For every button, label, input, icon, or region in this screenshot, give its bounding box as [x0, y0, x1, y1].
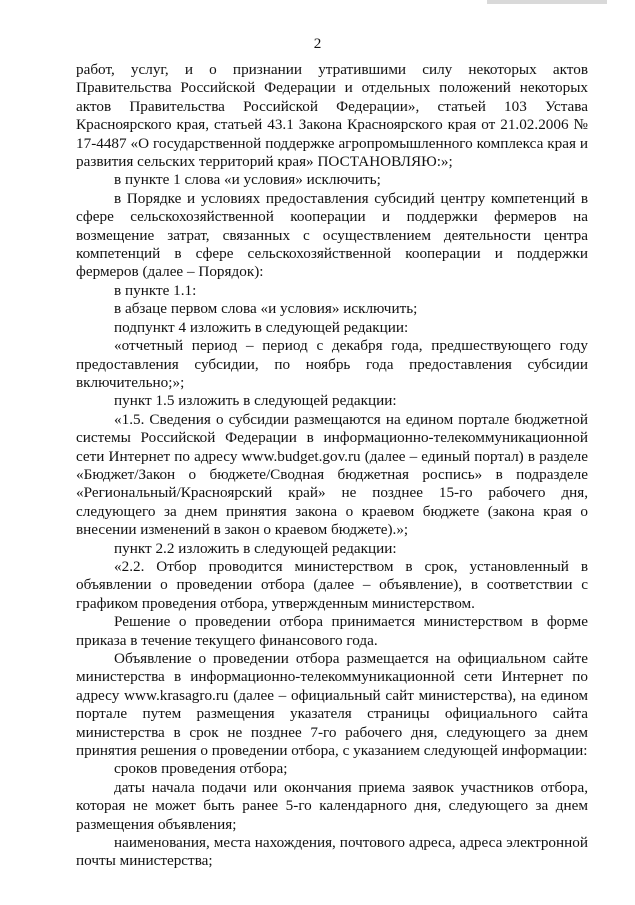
- paragraph: в Порядке и условиях предоставления субсидий центру компетенций в сфере сельскохозяйственной кооперации и поддержки фермеров на возмещение затрат, связанных с осуществлением деятельности центра компетенций в сфере сельскохозяйственной кооперации и поддержки фермеров (далее – Порядок):: [76, 189, 588, 281]
- paragraph: работ, услуг, и о признании утратившими силу некоторых актов Правительства Российской Федерации и отдельных положений некоторых актов Правительства Российской Федерации», статьей 103 Устава Красноярского края, статьей 43.1 Закона Красноярского края от 21.02.2006 № 17-4487 «О государственной поддержке агропромышленного комплекса края и развития сельских территорий края» ПОСТАНОВЛЯЮ:»;: [76, 61, 588, 171]
- paragraph: пункт 1.5 изложить в следующей редакции:: [114, 392, 397, 410]
- document-body: [76, 61, 588, 871]
- paragraph: в абзаце первом слова «и условия» исключить;: [114, 300, 418, 318]
- paragraph: в пункте 1 слова «и условия» исключить;: [114, 171, 381, 189]
- paragraph: «1.5. Сведения о субсидии размещаются на едином портале бюджетной системы Российской Федерации в информационно-телекоммуникационной сети Интернет по адресу www.budget.gov.ru (далее – единый портал) в разделе «Бюджет/Закон о бюджете/Сводная бюджетная роспись» в подразделе «Региональный/Красноярский край» не позднее 15-го рабочего дня, следующего за днем принятия закона о краевом бюджете (закона края о внесении изменений в закон о краевом бюджете).»;: [76, 410, 588, 539]
- paragraph: подпункт 4 изложить в следующей редакции:: [114, 318, 409, 336]
- paragraph: Объявление о проведении отбора размещается на официальном сайте министерства в информационно-телекоммуникационной сети Интернет по адресу www.krasagro.ru (далее – официальный сайт министерства), на едином портале путем размещения указателя страницы официального сайта министерства в срок не позднее 7-го рабочего дня, следующего за днем принятия решения о проведении отбора, с указанием следующей информации:: [76, 650, 588, 760]
- page-number: 2: [313, 35, 322, 52]
- paragraph: даты начала подачи или окончания приема заявок участников отбора, которая не может быть ранее 5-го календарного дня, следующего за днем размещения объявления;: [76, 778, 588, 833]
- scan-artifact: [487, 0, 607, 4]
- paragraph: Решение о проведении отбора принимается министерством в форме приказа в течение текущего финансового года.: [76, 613, 588, 649]
- paragraph: «2.2. Отбор проводится министерством в срок, установленный в объявлении о проведении отбора (далее – объявление), в соответствии с графиком проведения отбора, утвержденным министерством.: [76, 557, 588, 612]
- paragraph: сроков проведения отбора;: [114, 760, 288, 778]
- paragraph: в пункте 1.1:: [114, 281, 197, 299]
- paragraph: «отчетный период – период с декабря года, предшествующего году предоставления субсидии, по ноябрь года предоставления субсидии включительно;»;: [76, 337, 588, 391]
- paragraph: пункт 2.2 изложить в следующей редакции:: [114, 539, 397, 557]
- paragraph: наименования, места нахождения, почтового адреса, адреса электронной почты министерства;: [76, 834, 588, 870]
